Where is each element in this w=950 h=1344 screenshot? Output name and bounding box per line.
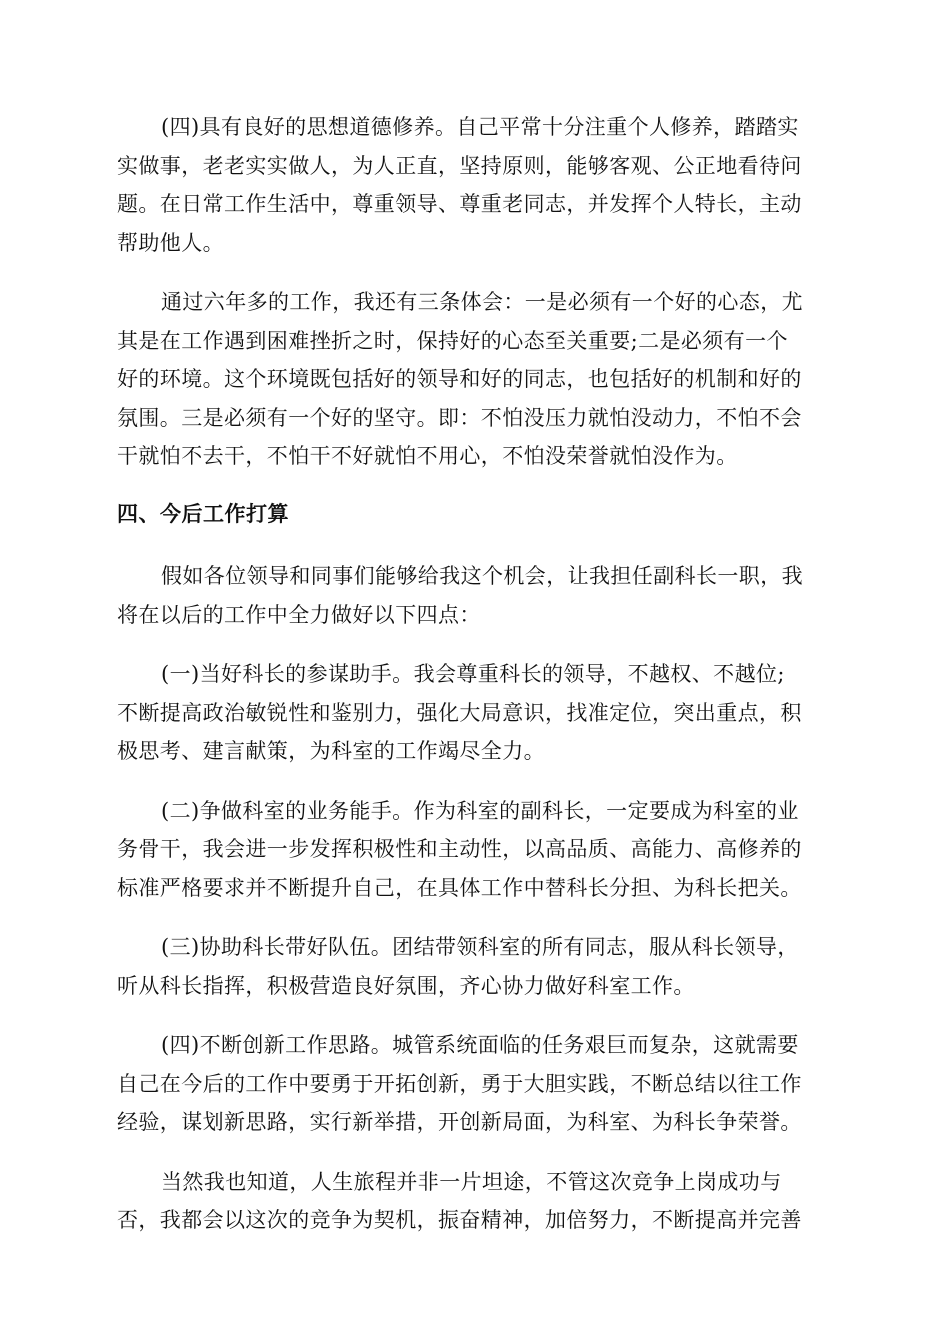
text-line: 否，我都会以这次的竞争为契机，振奋精神，加倍努力，不断提高并完善 [117, 1208, 802, 1232]
paragraph-intro-plans [117, 557, 837, 634]
text-line: 题。在日常工作生活中，尊重领导、尊重老同志，并发挥个人特长，主动 [117, 192, 802, 216]
paragraph-plan-four [117, 1026, 837, 1142]
paragraph-plan-two [117, 792, 837, 908]
paragraph-experience [117, 283, 837, 476]
text-line: (二)争做科室的业务能手。作为科室的副科长，一定要成为科室的业 [161, 798, 799, 823]
section-heading-future-plans: 四、今后工作打算 [117, 501, 289, 526]
paragraph-plan-one [117, 655, 837, 771]
text-line: 帮助他人。 [117, 230, 224, 255]
text-line: 实做事，老老实实做人，为人正直，坚持原则，能够客观、公正地看待问 [117, 153, 802, 178]
text-line: 其是在工作遇到困难挫折之时，保持好的心态至关重要;二是必须有一个 [117, 328, 788, 353]
text-line: 氛围。三是必须有一个好的坚守。即：不怕没压力就怕没动力，不怕不会 [117, 405, 802, 430]
paragraph-moral-cultivation [117, 108, 837, 262]
text-line: 标准严格要求并不断提升自己，在具体工作中替科长分担、为科长把关。 [117, 875, 802, 900]
text-line: (三)协助科长带好队伍。团结带领科室的所有同志，服从科长领导， [161, 935, 799, 959]
text-line: 好的环境。这个环境既包括好的领导和好的同志，也包括好的机制和好的 [117, 367, 802, 391]
text-line: 务骨干，我会进一步发挥积极性和主动性，以高品质、高能力、高修养的 [117, 837, 802, 861]
text-line: 极思考、建言献策，为科室的工作竭尽全力。 [117, 739, 545, 763]
text-line: 当然我也知道，人生旅程并非一片坦途，不管这次竞争上岗成功与 [161, 1169, 782, 1194]
text-line: 假如各位领导和同事们能够给我这个机会，让我担任副科长一职，我 [161, 564, 803, 588]
text-line: 将在以后的工作中全力做好以下四点： [117, 602, 481, 627]
text-line: 听从科长指挥，积极营造良好氛围，齐心协力做好科室工作。 [117, 973, 695, 998]
text-line: 不断提高政治敏锐性和鉴别力，强化大局意识，找准定位，突出重点，积 [117, 700, 802, 725]
text-line: (一)当好科长的参谋助手。我会尊重科长的领导，不越权、不越位; [161, 662, 785, 686]
text-line: (四)不断创新工作思路。城管系统面临的任务艰巨而复杂，这就需要 [161, 1033, 799, 1057]
paragraph-closing [117, 1163, 837, 1240]
text-line: 自己在今后的工作中要勇于开拓创新，勇于大胆实践，不断总结以往工作 [117, 1071, 802, 1096]
text-line: (四)具有良好的思想道德修养。自己平常十分注重个人修养，踏踏实 [161, 115, 799, 139]
text-line: 经验，谋划新思路，实行新举措，开创新局面，为科室、为科长争荣誉。 [117, 1110, 802, 1134]
text-line: 干就怕不去干，不怕干不好就怕不用心，不怕没荣誉就怕没作为。 [117, 444, 738, 468]
document-body [117, 108, 837, 1261]
text-line: 通过六年多的工作，我还有三条体会：一是必须有一个好的心态，尤 [161, 290, 803, 314]
paragraph-plan-three [117, 928, 837, 1005]
